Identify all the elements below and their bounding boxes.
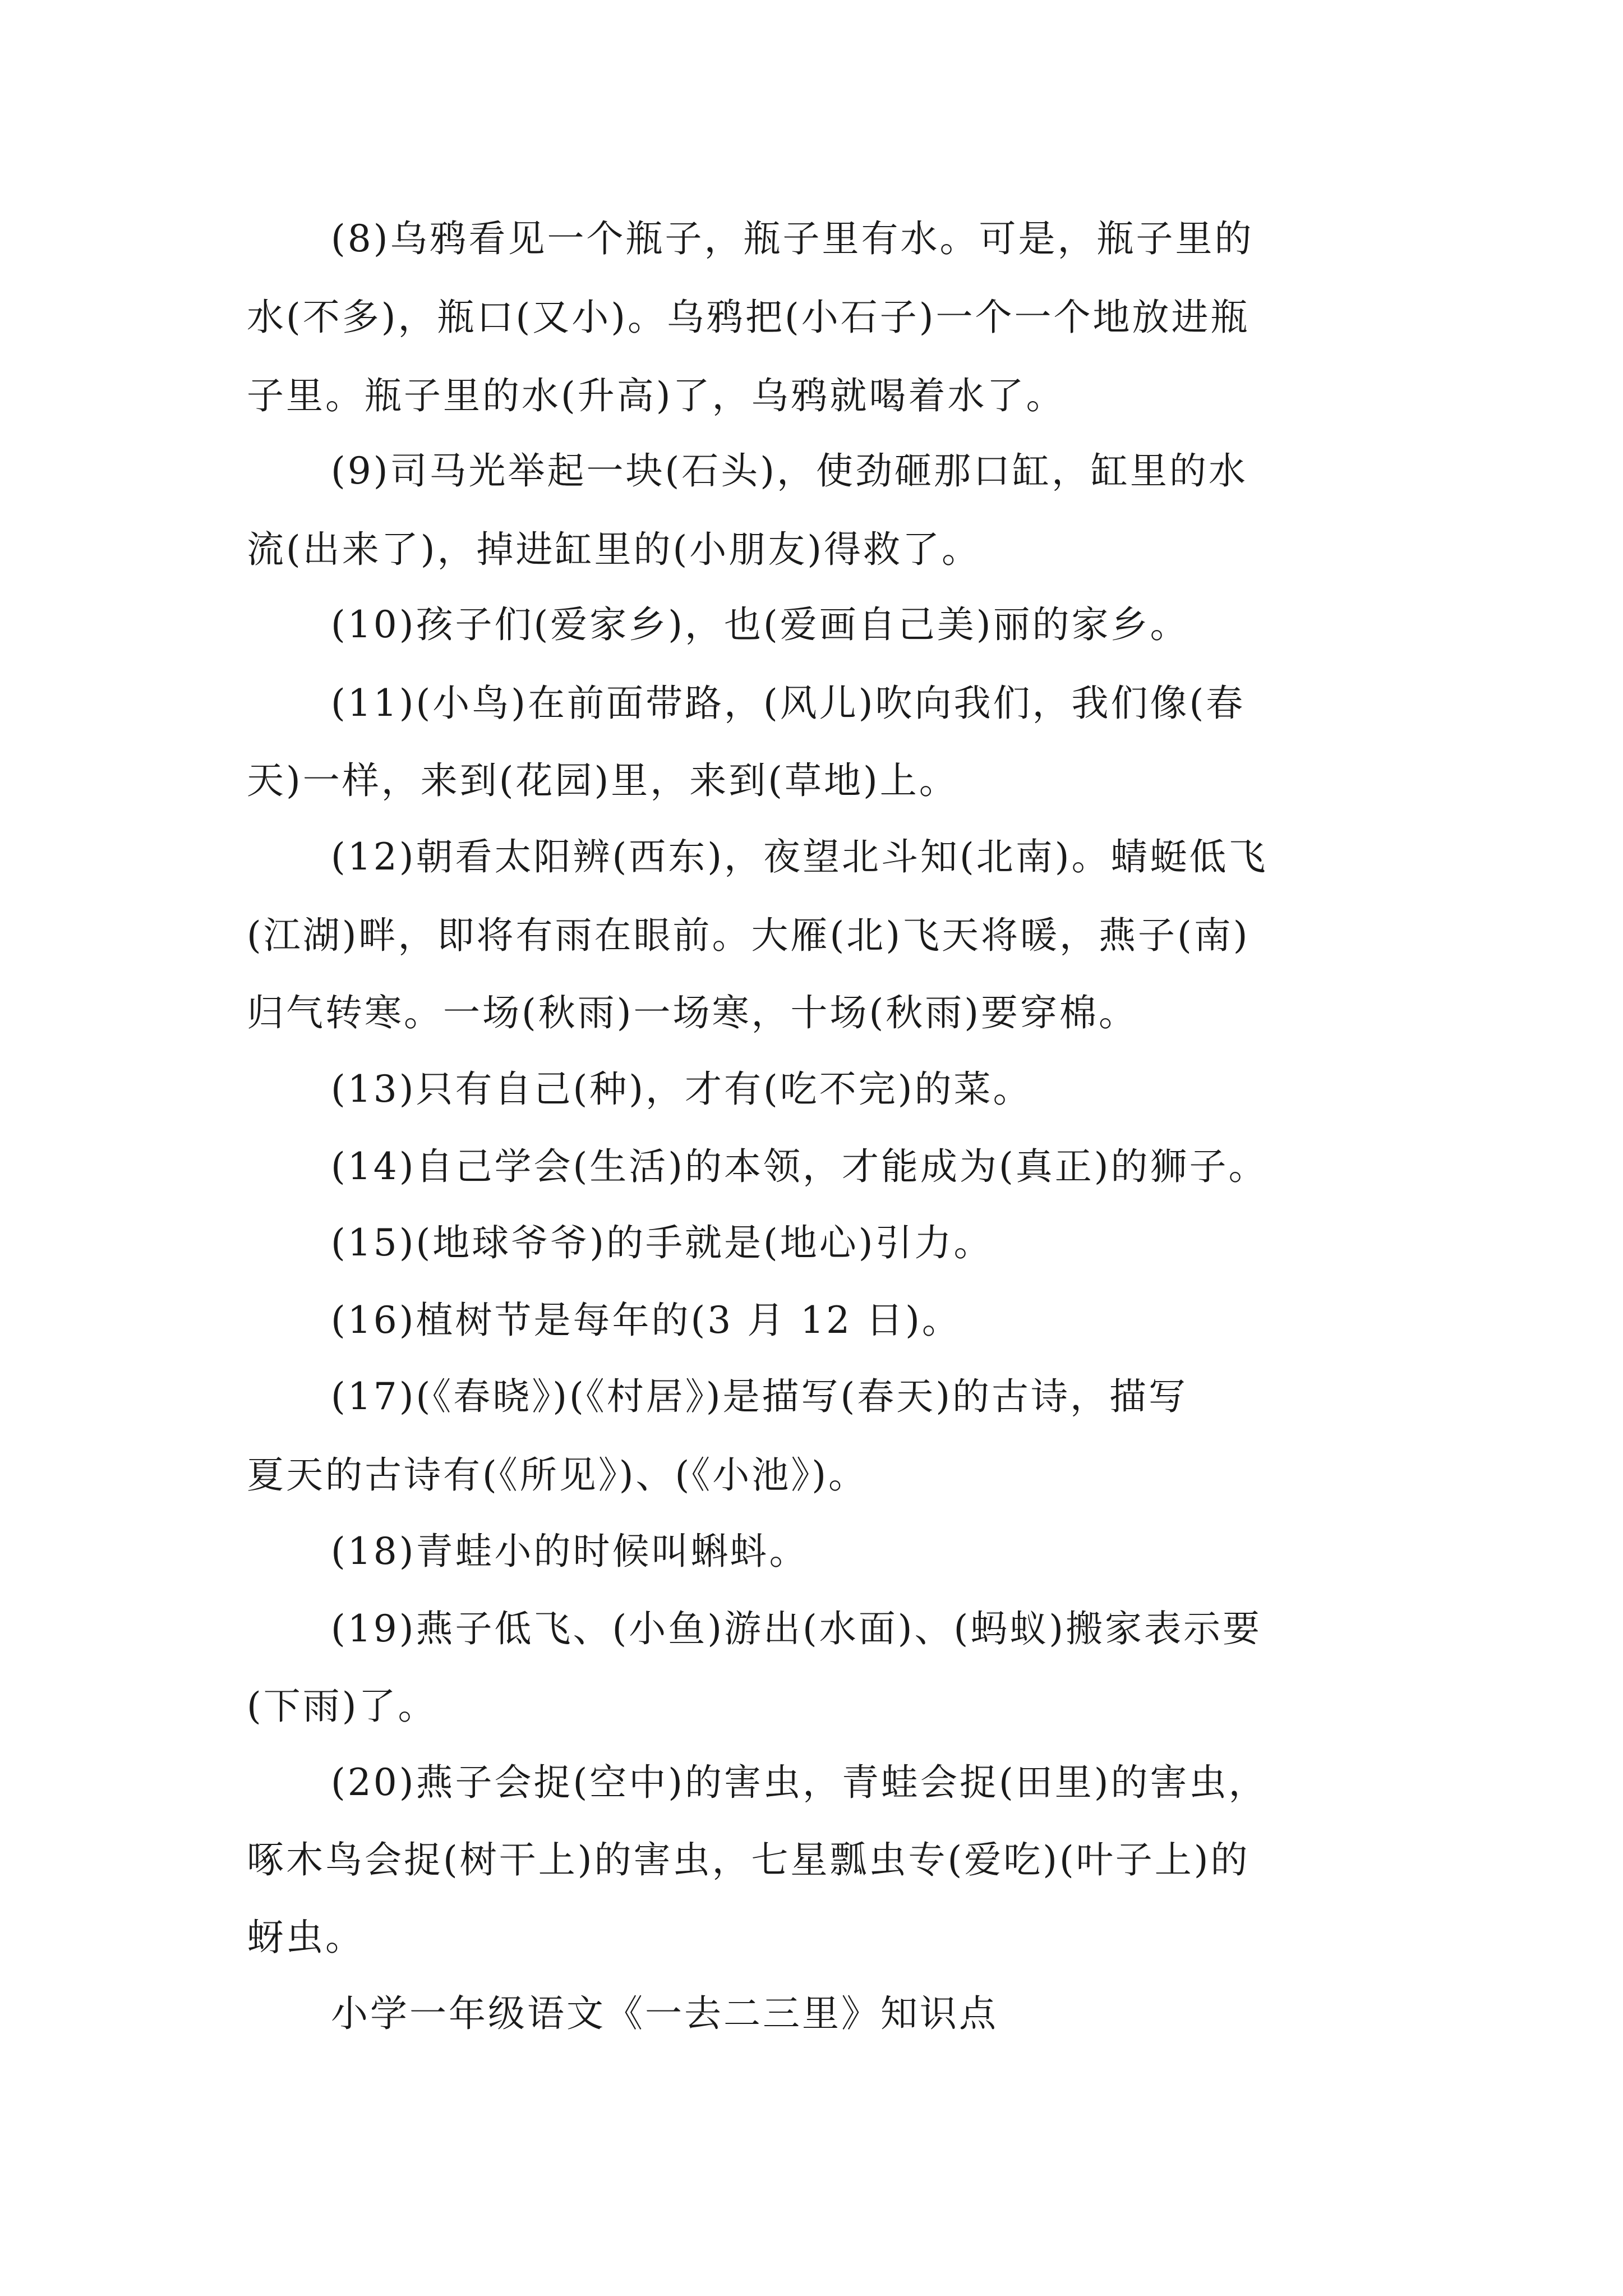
text-line: 水(不多)，瓶口(又小)。乌鸦把(小石子)一个一个地放进瓶: [247, 296, 1250, 339]
text-line: 天)一样，来到(花园)里，来到(草地)上。: [247, 759, 958, 802]
text-line: (16)植树节是每年的(3 月 12 日)。: [331, 1299, 961, 1342]
text-line: (12)朝看太阳辨(西东)，夜望北斗知(北南)。蜻蜓低飞: [331, 835, 1268, 878]
text-line: (14)自己学会(生活)的本领，才能成为(真正)的狮子。: [331, 1145, 1268, 1188]
text-line: 啄木鸟会捉(树干上)的害虫，七星瓢虫专(爱吃)(叶子上)的: [247, 1838, 1250, 1881]
text-line: (11)(小鸟)在前面带路，(风儿)吹向我们，我们像(春: [331, 682, 1246, 725]
text-line: 子里。瓶子里的水(升高)了，乌鸦就喝着水了。: [247, 374, 1066, 417]
section-heading: 小学一年级语文《一去二三里》知识点: [331, 1992, 998, 2035]
text-line: (江湖)畔，即将有雨在眼前。大雁(北)飞天将暖，燕子(南): [247, 914, 1250, 957]
text-line: (13)只有自己(种)，才有(吃不完)的菜。: [331, 1068, 1032, 1111]
text-line: (15)(地球爷爷)的手就是(地心)引力。: [331, 1221, 993, 1264]
text-line: (19)燕子低飞、(小鱼)游出(水面)、(蚂蚁)搬家表示要: [331, 1607, 1262, 1650]
text-line: (20)燕子会捉(空中)的害虫，青蛙会捉(田里)的害虫，: [331, 1761, 1268, 1804]
text-line: (8)乌鸦看见一个瓶子，瓶子里有水。可是，瓶子里的: [331, 217, 1254, 260]
text-line: (18)青蛙小的时候叫蝌蚪。: [331, 1530, 809, 1573]
text-line: (9)司马光举起一块(石头)，使劲砸那口缸，缸里的水: [331, 449, 1248, 493]
text-line: 归气转寒。一场(秋雨)一场寒，十场(秋雨)要穿棉。: [247, 991, 1138, 1034]
text-line: 流(出来了)，掉进缸里的(小朋友)得救了。: [247, 528, 981, 571]
text-line: (10)孩子们(爱家乡)，也(爱画自己美)丽的家乡。: [331, 603, 1189, 646]
text-line: 蚜虫。: [247, 1916, 365, 1959]
text-line: (17)(《春晓》)(《村居》)是描写(春天)的古诗，描写: [331, 1375, 1188, 1418]
text-line: (下雨)了。: [247, 1685, 437, 1728]
text-line: 夏天的古诗有(《所见》)、(《小池》)。: [247, 1453, 868, 1497]
